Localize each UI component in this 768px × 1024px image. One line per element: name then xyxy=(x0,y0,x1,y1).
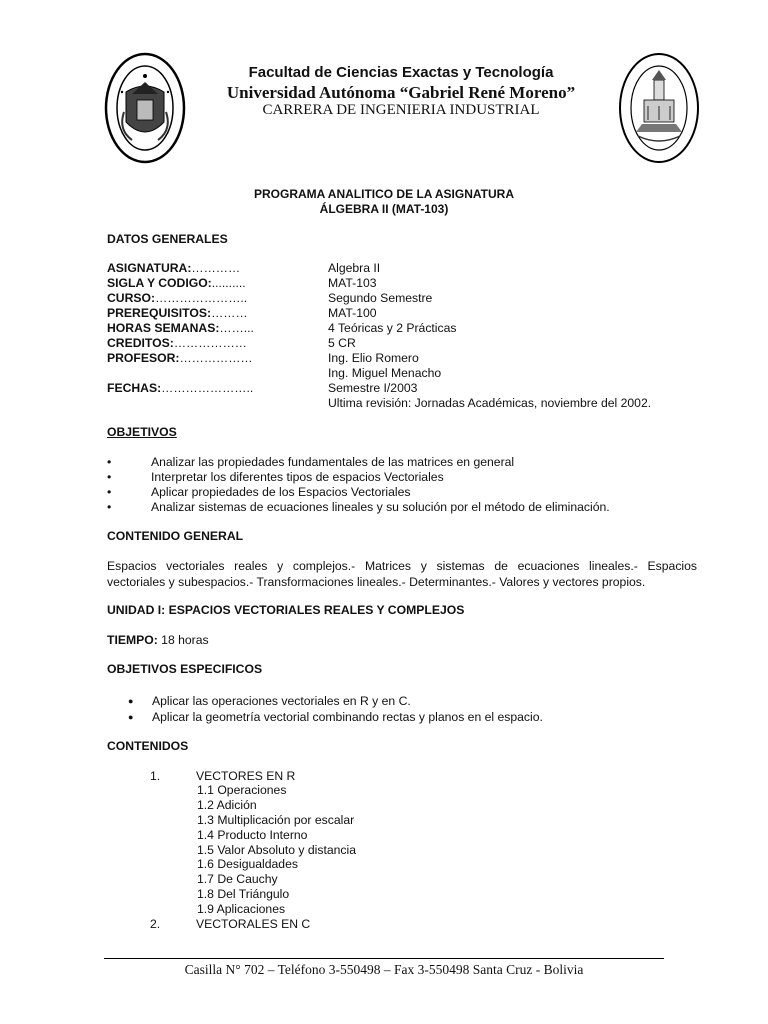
bullet-icon: • xyxy=(107,485,112,499)
datos-label: SIGLA Y CODIGO:.......... xyxy=(107,276,246,290)
list-item: 1.6 Desigualdades xyxy=(197,857,298,871)
list-item: 1.1 Operaciones xyxy=(197,783,287,797)
footer-divider xyxy=(104,958,664,959)
list-item: 1.7 De Cauchy xyxy=(197,872,278,886)
datos-label: FECHAS:………………….. xyxy=(107,381,254,395)
datos-label: CURSO:………………….. xyxy=(107,291,248,305)
bullet-icon: ● xyxy=(128,696,134,706)
datos-value: MAT-100 xyxy=(328,306,377,320)
unidad-heading: UNIDAD I: ESPACIOS VECTORIALES REALES Y COMPLEJOS xyxy=(107,603,465,617)
datos-value: Segundo Semestre xyxy=(328,291,433,305)
contenidos-heading: CONTENIDOS xyxy=(107,739,189,753)
datos-value: Ultima revisión: Jornadas Académicas, noviembre del 2002. xyxy=(328,396,652,410)
datos-value: Ing. Miguel Menacho xyxy=(328,366,442,380)
university-seal-right-icon xyxy=(618,52,700,164)
list-item: 1.9 Aplicaciones xyxy=(197,902,286,916)
contenido-general-line-1: Espacios vectoriales reales y complejos.- Matrices y sistemas de ecuaciones lineales.- Espacios xyxy=(107,559,697,573)
university-name: Universidad Autónoma “Gabriel René Moreno” xyxy=(226,83,576,102)
course-title: ÁLGEBRA II (MAT-103) xyxy=(319,202,449,216)
datos-value: MAT-103 xyxy=(328,276,377,290)
bullet-icon: ● xyxy=(128,712,134,722)
list-item: 1.2 Adición xyxy=(197,798,257,812)
list-item: 1.5 Valor Absoluto y distancia xyxy=(197,843,356,857)
list-item: 1.8 Del Triángulo xyxy=(197,887,290,901)
datos-generales-heading: DATOS GENERALES xyxy=(107,232,228,246)
datos-label: CREDITOS:……………… xyxy=(107,336,247,350)
tiempo-line xyxy=(107,633,209,648)
datos-label: HORAS SEMANAS:……... xyxy=(107,321,254,335)
datos-value: Algebra II xyxy=(328,261,381,275)
datos-value: Semestre I/2003 xyxy=(328,381,418,395)
footer-contact: Casilla N° 702 – Teléfono 3-550498 – Fax 3-550498 Santa Cruz - Bolivia xyxy=(184,962,584,977)
datos-value: 4 Teóricas y 2 Prácticas xyxy=(328,321,457,335)
contenido-general-heading: CONTENIDO GENERAL xyxy=(107,529,244,543)
list-item: 1.3 Multiplicación por escalar xyxy=(197,813,355,827)
bullet-icon: • xyxy=(107,500,112,514)
career-name: CARRERA DE INGENIERIA INDUSTRIAL xyxy=(262,102,540,118)
datos-label: ASIGNATURA:………… xyxy=(107,261,241,275)
objetivos-especificos-heading: OBJETIVOS ESPECIFICOS xyxy=(107,662,263,676)
contenido-general-line-2: vectoriales y subespacios.- Transformaciones lineales.- Determinantes.- Valores y vectores propios. xyxy=(107,575,646,589)
university-seal-left-icon xyxy=(104,52,186,164)
datos-label: PROFESOR:……………… xyxy=(107,351,253,365)
objetivos-heading: OBJETIVOS xyxy=(107,425,177,439)
datos-value: Ing. Elio Romero xyxy=(328,351,419,365)
faculty-name: Facultad de Ciencias Exactas y Tecnología xyxy=(248,64,554,81)
datos-value: 5 CR xyxy=(328,336,356,350)
list-item: 1.4 Producto Interno xyxy=(197,828,308,842)
tiempo-value: 18 horas xyxy=(157,633,209,647)
bullet-icon: • xyxy=(107,455,112,469)
tiempo-label: TIEMPO: xyxy=(107,633,158,647)
program-title: PROGRAMA ANALITICO DE LA ASIGNATURA xyxy=(254,187,514,201)
bullet-icon: • xyxy=(107,470,112,484)
document-page: Facultad de Ciencias Exactas y Tecnología Universidad Autónoma “Gabriel René Moreno” CARRERA DE INGENIERIA INDUSTRIAL PROGRAMA ANALITICO DE LA ASIGNATURA ÁLGEBRA II (MAT-103) DATOS GENERALES ASIGNATURA:………… Algebra II SIGLA Y CODIGO:.......... MAT-103 CURSO:………………….. Segundo Semestre PREREQUISITOS:……… MAT-100 HORAS SEMANAS:……... 4 Teóricas y 2 Prácticas CREDITOS:……………… 5 CR PROFESOR:……………… Ing. Elio Romero Ing. Miguel Menacho FECHAS:………………….. Semestre I/2003 Ultima revisión: Jornadas Académicas, noviembre del 2002. OBJETIVOS • Analizar las propiedades fundamentales de las matrices en general • Interpretar los diferentes tipos de espacios Vectoriales • Aplicar propiedades de los Espacios Vectoriales • Analizar sistemas de ecuaciones lineales y su solución por el método de eliminación. CONTENIDO GENERAL Espacios vectoriales reales y complejos.- Matrices y sistemas de ecuaciones lineales.- Espacios vectoriales y subespacios.- Transformaciones lineales.- Determinantes.- Valores y vectores propios. UNIDAD I: ESPACIOS VECTORIALES REALES Y COMPLEJOS TIEMPO: 18 horas OBJETIVOS ESPECIFICOS ● Aplicar las operaciones vectoriales en R y en C. ● Aplicar la geometría vectorial combinando rectas y planos en el espacio. CONTENIDOS 1. VECTORES EN R 1.1 Operaciones 1.2 Adición 1.3 Multiplicación por escalar 1.4 Producto Interno 1.5 Valor Absoluto y distancia 1.6 Desigualdades 1.7 De Cauchy 1.8 Del Triángulo 1.9 Aplicaciones 2. VECTORALES EN C Casilla N° 702 – Teléfono 3-550498 – Fax 3-550498 Santa Cruz - Bolivia xyxy=(0,0,768,1024)
datos-label: PREREQUISITOS:……… xyxy=(107,306,248,320)
